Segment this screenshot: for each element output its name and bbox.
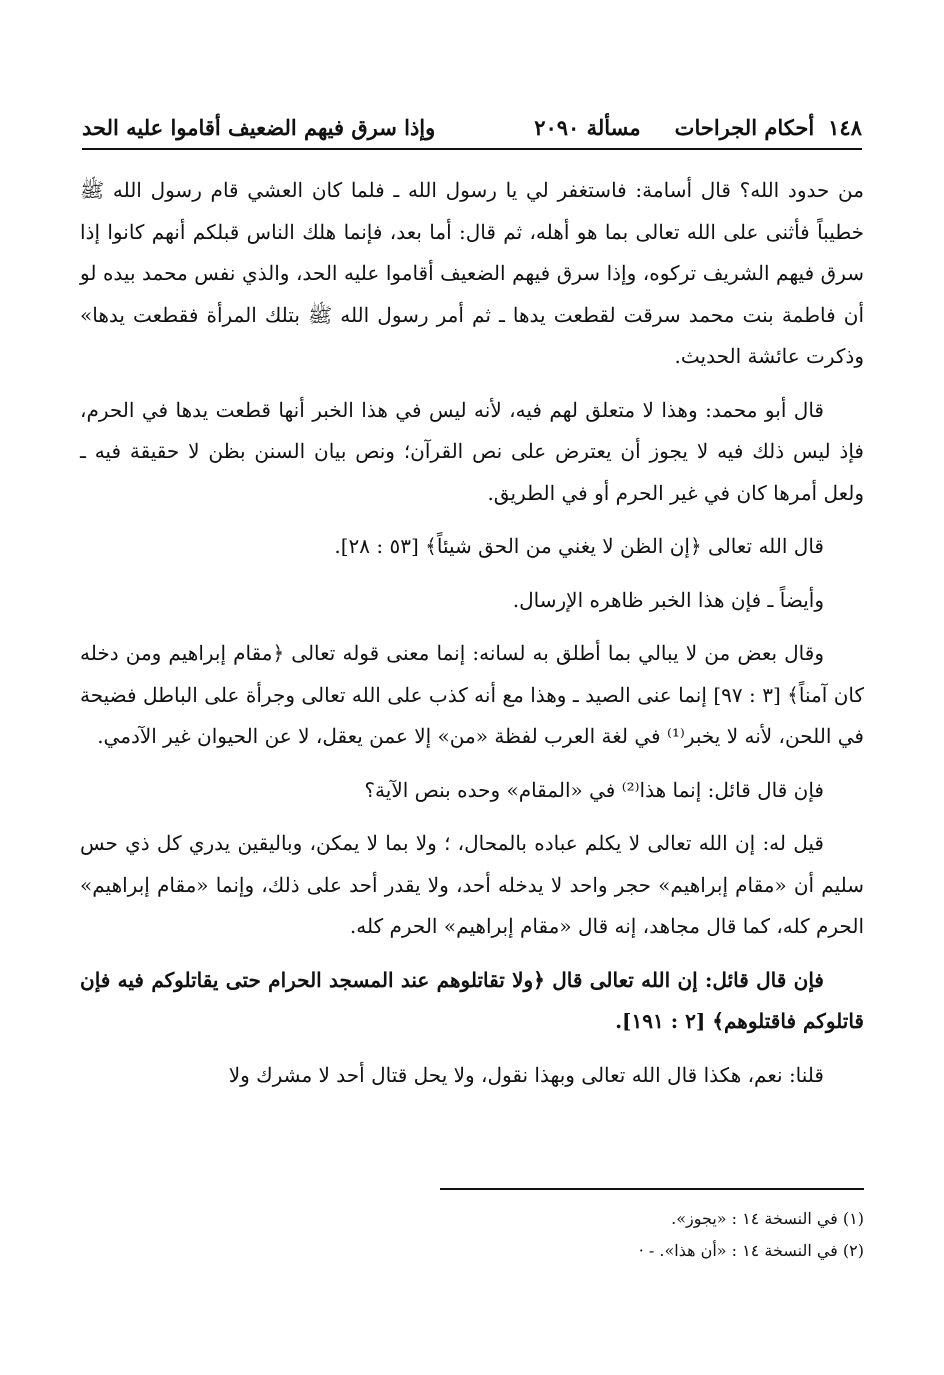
- footnote-1: (١) في النسخة ١٤ : «يجوز».: [671, 1209, 864, 1228]
- paragraph-1: من حدود الله؟ قال أسامة: فاستغفر لي يا رسول الله ـ فلما كان العشي قام رسول الله ﷺ خطيباً فأثنى على الله تعالى بما هو أهله، ثم قال: أما بعد، فإنما هلك الناس قبلكم أنهم كانوا إذا سرق فيهم الشريف تركوه، وإذا سرق فيهم الضعيف أقاموا عليه الحد، والذي نفس محمد بيده لو أن فاطمة بنت محمد سرقت لقطعت يدها ـ ثم أمر رسول الله ﷺ بتلك المرأة فقطعت يدها» وذكرت عائشة الحديث.: [80, 178, 864, 368]
- paragraph-3: قال الله تعالى ﴿إن الظن لا يغني من الحق شيئاً﴾ [٥٣ : ٢٨].: [334, 534, 824, 558]
- header-rule: [82, 148, 862, 150]
- paragraph-4: وأيضاً ـ فإن هذا الخبر ظاهره الإرسال.: [512, 587, 824, 612]
- issue-number: مسألة ٢٠٩٠: [534, 114, 641, 140]
- paragraph-5: وقال بعض من لا يبالي بما أطلق به لسانه: إنما معنى قوله تعالى ﴿مقام إبراهيم ومن دخله كان آمناً﴾ [٣ : ٩٧] إنما عنى الصيد ـ وهذا مع أنه كذب على الله تعالى وجرأة على الباطل فضيحة في اللحن، لأنه لا يخبر⁽¹⁾ في لغة العرب لفظة «من» إلا عمن يعقل، لا عن الحيوان غير الآدمي.: [80, 641, 865, 748]
- footnote-rule: [440, 1188, 864, 1190]
- footnotes: [80, 1205, 864, 1269]
- paragraph-8: فإن قال قائل: إن الله تعالى قال ﴿ولا تقاتلوهم عند المسجد الحرام حتى يقاتلوكم فيه فإن قاتلوكم فاقتلوهم﴾ [٢ : ١٩١].: [80, 967, 864, 1033]
- page-header: [82, 110, 862, 144]
- paragraph-7: قيل له: إن الله تعالى لا يكلم عباده بالمحال، ؛ ولا بما لا يمكن، وباليقين يدري كل ذي حس سليم أن «مقام إبراهيم» حجر واحد لا يدخله أحد، ولا يقدر أحد على ذلك، وإنما «مقام إبراهيم» الحرم كله، كما قال مجاهد، إنه قال «مقام إبراهيم» الحرم كله.: [80, 831, 864, 938]
- paragraph-6: فإن قال قائل: إنما هذا⁽²⁾ في «المقام» وحده بنص الآية؟: [364, 777, 824, 802]
- footnote-2: (٢) في النسخة ١٤ : «أن هذا». - ·: [638, 1241, 864, 1260]
- book-title: أحكام الجراحات: [674, 114, 815, 140]
- page-number: ١٤٨: [828, 114, 862, 140]
- running-title: وإذا سرق فيهم الضعيف أقاموا عليه الحد: [82, 114, 436, 140]
- paragraph-2: قال أبو محمد: وهذا لا متعلق لهم فيه، لأنه ليس في هذا الخبر أنها قطعت يدها في الحرم، فإذ ليس ذلك فيه لا يجوز أن يعترض على نص القرآن؛ ونص بيان السنن بظن لا حقيقة فيه ـ ولعل أمرها كان في غير الحرم أو في الطريق.: [80, 397, 864, 505]
- main-text: [80, 170, 864, 1108]
- paragraph-9: قلنا: نعم، هكذا قال الله تعالى وبهذا نقول، ولا يحل قتال أحد لا مشرك ولا: [228, 1062, 824, 1087]
